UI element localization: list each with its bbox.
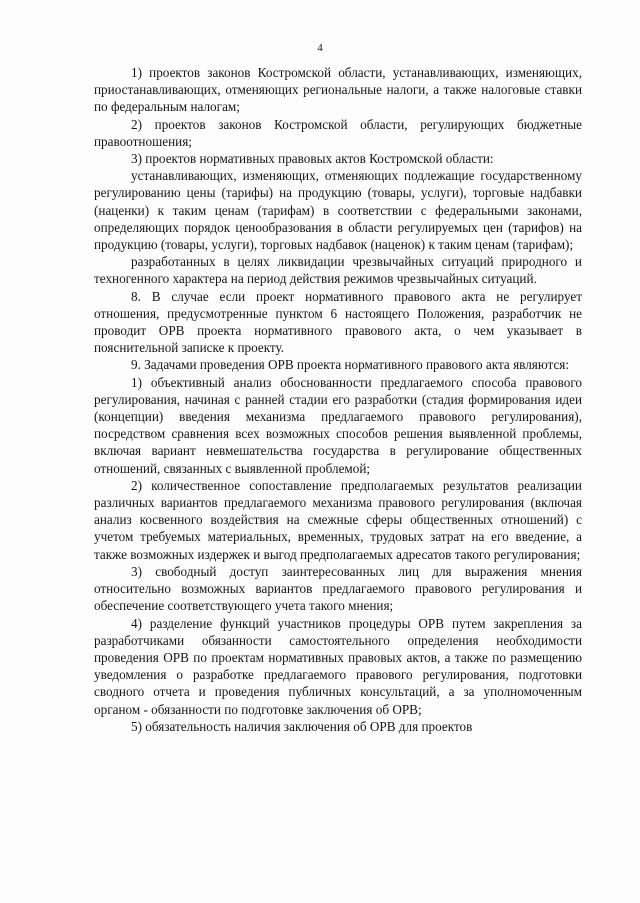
page-number: 4 (317, 42, 323, 54)
paragraph-2-budget-law-projects: 2) проектов законов Костромской области, регулирующих бюджетные правоотношения; (94, 116, 582, 149)
paragraph-3-normative-acts: 3) проектов нормативных правовых актов Костромской области: (131, 151, 494, 167)
paragraph-item-9: 9. Задачами проведения ОРВ проекта нормативного правового акта являются: (131, 357, 570, 373)
paragraph-task-5: 5) обязательность наличия заключения об ОРВ для проектов (131, 718, 473, 734)
paragraph-1-tax-law-projects: 1) проектов законов Костромской области, устанавливающих, изменяющих, приостанавливающих, отменяющих региональные налоги, а также налоговые ставки по федеральным налогам; (94, 65, 582, 115)
paragraph-item-8: 8. В случае если проект нормативного правового акта не регулирует отношения, предусмотренные пунктом 6 настоящего Положения, разработчик не проводит ОРВ проекта нормативного правового акта, о чем указывает в пояснительной записке к проекту. (94, 288, 582, 356)
paragraph-task-3: 3) свободный доступ заинтересованных лиц для выражения мнения относительно возможных вариантов предлагаемого правового регулирования и обеспечение соответствующего учета такого мнения; (94, 563, 582, 614)
paragraph-task-1: 1) объективный анализ обоснованности предлагаемого способа правового регулирования, начиная с ранней стадии его разработки (стадия формирования идеи (концепции) введения механизма предлагаемого правового регулирования), посредством сравнения всех возможных способов решения выявленной проблемы, включая вариант невмешательства государства в регулирование общественных отношений, связанных с выявленной проблемой; (94, 374, 582, 476)
paragraph-task-2: 2) количественное сопоставление предполагаемых результатов реализации различных вариантов предлагаемого механизма правового регулирования (включая анализ косвенного воздействия на смежные сферы общественных отношений) с учетом требуемых материальных, временных, трудовых затрат на его введение, а также возможных издержек и выгод предполагаемых адресатов такого регулирования; (94, 477, 582, 562)
document-body (94, 64, 582, 735)
paragraph-task-4: 4) разделение функций участников процедуры ОРВ путем закрепления за разработчиками обязанности самостоятельного определения необходимости проведения ОРВ по проектам нормативных правовых актов, а также по размещению уведомления о разработке предлагаемого правового регулирования, подготовки сводного отчета и проведения публичных консультаций, а за уполномоченным органом - обязанности по подготовке заключения об ОРВ; (94, 615, 582, 717)
paragraph-price-regulation: устанавливающих, изменяющих, отменяющих подлежащие государственному регулированию цены (тарифы) на продукцию (товары, услуги), торговые надбавки (наценки) к таким ценам (тарифам) в соответствии с федеральными законами, определяющих порядок ценообразования в области регулируемых цен (тарифов) на продукцию (товары, услуги), торговых надбавок (наценок) к таким ценам (тарифам); (94, 168, 582, 253)
paragraph-emergency-situations: разработанных в целях ликвидации чрезвычайных ситуаций природного и техногенного характера на период действия режимов чрезвычайных ситуаций. (94, 254, 582, 287)
